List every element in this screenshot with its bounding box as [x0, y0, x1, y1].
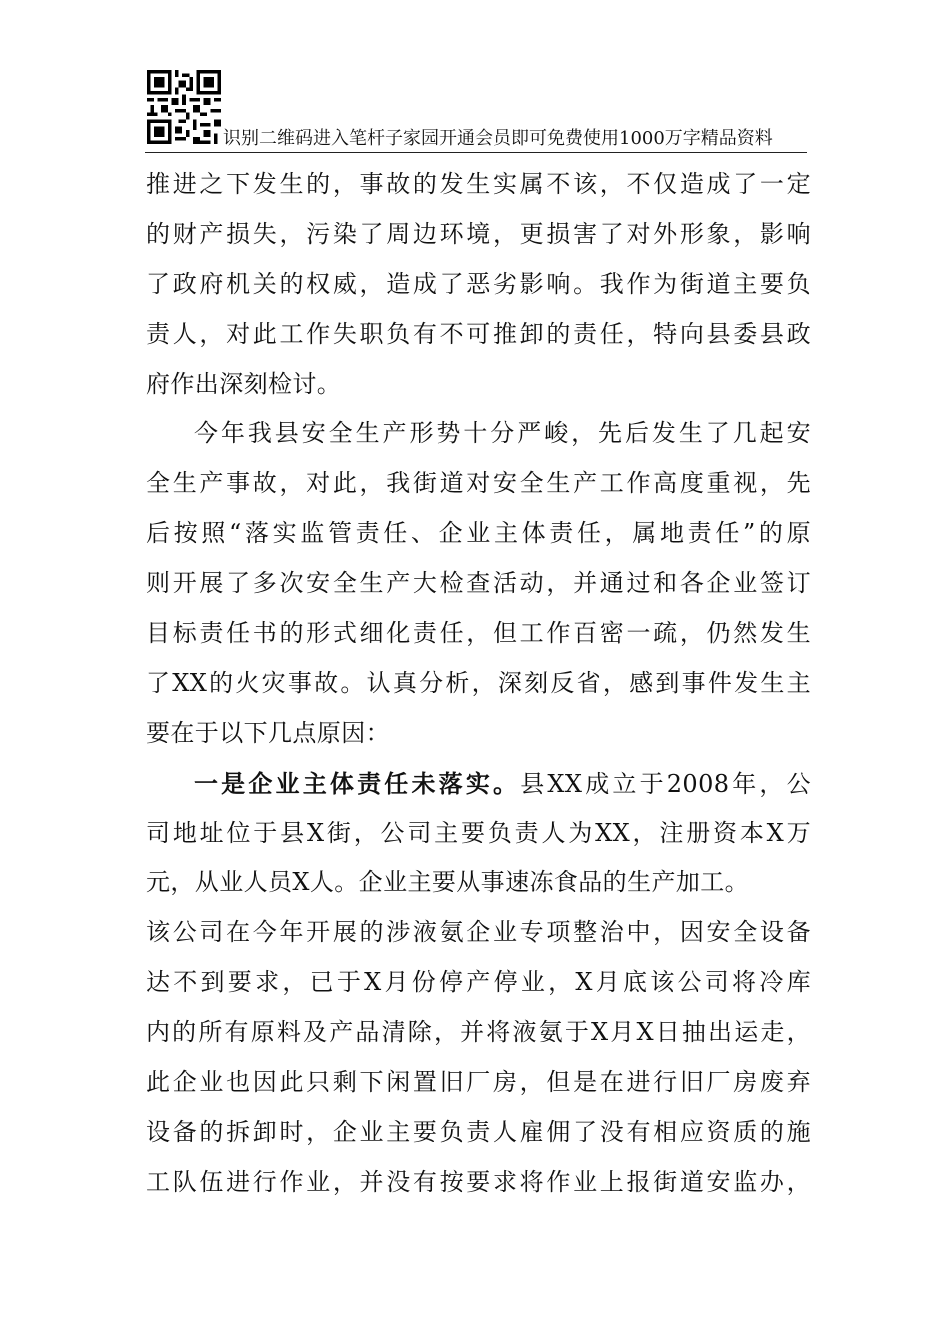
text-line: 府作出深刻检讨。	[146, 369, 342, 398]
text-line: 司地址位于县X街，公司主要负责人为XX，注册资本X万	[146, 818, 811, 847]
text-line: 今年我县安全生产形势十分严峻，先后发生了几起安	[194, 419, 811, 448]
text-line: 了政府机关的权威，造成了恶劣影响。我作为街道主要负	[146, 269, 811, 298]
text-line: 责人，对此工作失职负有不可推卸的责任，特向县委县政	[146, 319, 811, 348]
text-line: 后按照“落实监管责任、企业主体责任，属地责任”的原	[146, 519, 811, 548]
document-body	[146, 160, 811, 1208]
text-line: 工队伍进行作业，并没有按要求将作业上报街道安监办，	[146, 1167, 811, 1196]
text-line: 内的所有原料及产品清除，并将液氨于X月X日抽出运走，	[146, 1018, 811, 1047]
qr-code-icon	[147, 70, 221, 144]
text-line-with-bold-lead	[146, 759, 811, 809]
text-line: 了XX的火灾事故。认真分析，深刻反省，感到事件发生主	[146, 668, 811, 697]
text-line: 元，从业人员X人。企业主要从事速冻食品的生产加工。	[146, 868, 750, 897]
text-line: 达不到要求，已于X月份停产停业，X月底该公司将冷库	[146, 968, 811, 997]
header-divider	[145, 152, 807, 153]
text-line: 推进之下发生的，事故的发生实属不该，不仅造成了一定	[146, 170, 811, 198]
bold-lead-phrase: 一是企业主体责任未落实。	[194, 768, 521, 798]
text-line-rest: 县XX成立于2008年，公	[520, 769, 811, 798]
text-line: 设备的拆卸时，企业主要负责人雇佣了没有相应资质的施	[146, 1117, 811, 1146]
text-line: 该公司在今年开展的涉液氨企业专项整治中，因安全设备	[146, 918, 811, 947]
text-line: 则开展了多次安全生产大检查活动，并通过和各企业签订	[146, 569, 811, 598]
text-line: 要在于以下几点原因：	[146, 718, 390, 747]
text-line: 目标责任书的形式细化责任，但工作百密一疏，仍然发生	[146, 619, 811, 648]
text-line: 全生产事故，对此，我街道对安全生产工作高度重视，先	[146, 469, 811, 498]
text-line: 此企业也因此只剩下闲置旧厂房，但是在进行旧厂房废弃	[146, 1068, 811, 1097]
text-line: 的财产损失，污染了周边环境，更损害了对外形象，影响	[146, 219, 811, 248]
promo-banner-text: 识别二维码进入笔杆子家园开通会员即可免费使用1000万字精品资料	[223, 128, 773, 149]
